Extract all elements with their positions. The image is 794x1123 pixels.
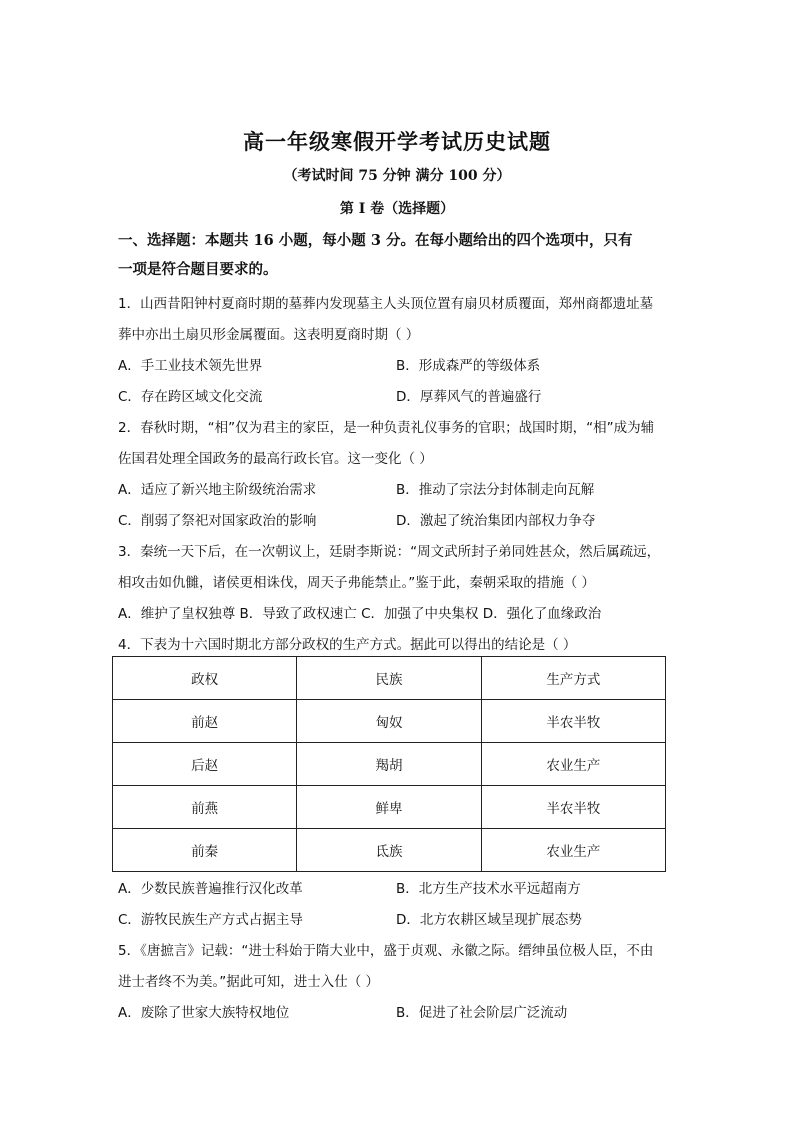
table-header-cell: 生产方式 <box>481 657 665 700</box>
table-cell: 前燕 <box>113 786 297 829</box>
question-2-text: 佐国君处理全国政务的最高行政长官。这一变化（ ） <box>118 451 433 467</box>
section-instruction <box>118 226 678 284</box>
question-2-option-a[interactable]: A．适应了新兴地主阶级统治需求 <box>118 482 317 498</box>
table-cell: 鲜卑 <box>297 786 481 829</box>
section-instruction-line: 一、选择题：本题共 16 小题，每小题 3 分。在每小题给出的四个选项中，只有 <box>118 232 633 249</box>
table-cell: 前秦 <box>113 829 297 872</box>
table-cell: 半农半牧 <box>481 700 665 743</box>
question-1-option-a[interactable]: A．手工业技术领先世界 <box>118 358 263 374</box>
question-2-option-c[interactable]: C．削弱了祭祀对国家政治的影响 <box>118 513 317 529</box>
table-cell: 匈奴 <box>297 700 481 743</box>
table-header-row <box>113 657 666 700</box>
question-1-option-c[interactable]: C．存在跨区域文化交流 <box>118 389 263 405</box>
table-cell: 农业生产 <box>481 743 665 786</box>
question-3-options[interactable]: A．维护了皇权独尊 B．导致了政权速亡 C．加强了中央集权 D．强化了血缘政治 <box>118 606 602 622</box>
volume-heading: 第 I 卷（选择题） <box>339 201 455 217</box>
table-header-cell: 民族 <box>297 657 481 700</box>
table-row <box>113 829 666 872</box>
table-cell: 半农半牧 <box>481 786 665 829</box>
page-title: 高一年级寒假开学考试历史试题 <box>243 129 551 154</box>
table-row <box>113 786 666 829</box>
table-cell: 羯胡 <box>297 743 481 786</box>
regimes-table <box>112 656 666 872</box>
question-4-option-d[interactable]: D．北方农耕区域呈现扩展态势 <box>396 912 582 928</box>
table-cell: 后赵 <box>113 743 297 786</box>
question-3-text: 相攻击如仇雠，诸侯更相诛伐，周天子弗能禁止。”鉴于此，秦朝采取的措施（ ） <box>118 575 596 591</box>
question-4-text: 4．下表为十六国时期北方部分政权的生产方式。据此可以得出的结论是（ ） <box>118 637 577 653</box>
question-3-text: 3．秦统一天下后，在一次朝议上，廷尉李斯说：“周文武所封子弟同姓甚众，然后属疏远， <box>118 544 661 560</box>
question-2-option-d[interactable]: D．激起了统治集团内部权力争夺 <box>396 513 596 529</box>
exam-info: （考试时间 75 分钟 满分 100 分） <box>283 168 511 184</box>
question-4-option-c[interactable]: C．游牧民族生产方式占据主导 <box>118 912 303 928</box>
question-4-option-b[interactable]: B．北方生产技术水平远超南方 <box>396 881 581 897</box>
question-4-option-a[interactable]: A．少数民族普遍推行汉化改革 <box>118 881 303 897</box>
section-instruction-line: 一项是符合题目要求的。 <box>118 261 278 278</box>
question-1-option-b[interactable]: B．形成森严的等级体系 <box>396 358 541 374</box>
table-row <box>113 743 666 786</box>
table-row <box>113 700 666 743</box>
question-2-option-b[interactable]: B．推动了宗法分封体制走向瓦解 <box>396 482 595 498</box>
question-2-text: 2．春秋时期，“相”仅为君主的家臣，是一种负责礼仪事务的官职；战国时期，“相”成为辅 <box>118 420 655 436</box>
question-1-text: 1．山西昔阳钟村夏商时期的墓葬内发现墓主人头顶位置有扇贝材质覆面，郑州商都遗址墓 <box>118 296 654 312</box>
question-5-text: 进士者终不为美。”据此可知，进士入仕（ ） <box>118 974 380 990</box>
question-5-option-b[interactable]: B．促进了社会阶层广泛流动 <box>396 1005 568 1021</box>
table-cell: 农业生产 <box>481 829 665 872</box>
question-5-option-a[interactable]: A．废除了世家大族特权地位 <box>118 1005 290 1021</box>
question-1-text: 葬中亦出土扇贝形金属覆面。这表明夏商时期（ ） <box>118 327 420 343</box>
question-5-text: 5．《唐摭言》记载：“进士科始于隋大业中，盛于贞观、永徽之际。缙绅虽位极人臣，不由 <box>118 943 654 959</box>
table-cell: 前赵 <box>113 700 297 743</box>
question-1-option-d[interactable]: D．厚葬风气的普遍盛行 <box>396 389 542 405</box>
table-header-cell: 政权 <box>113 657 297 700</box>
table-cell: 氐族 <box>297 829 481 872</box>
